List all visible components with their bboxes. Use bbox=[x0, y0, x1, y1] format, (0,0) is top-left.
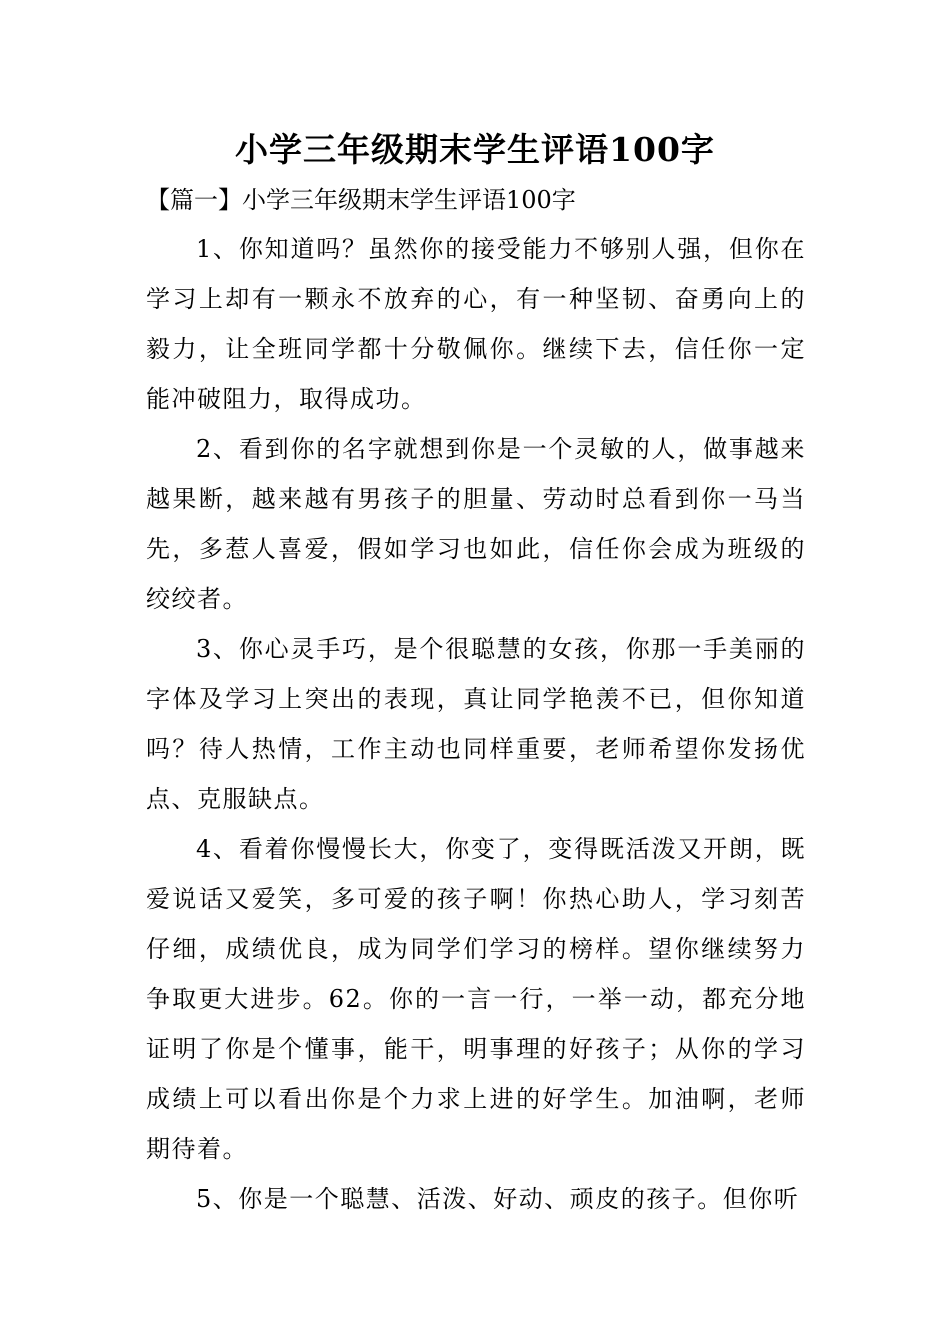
comment-paragraph-2: 2、看到你的名字就想到你是一个灵敏的人，做事越来越果断，越来越有男孩子的胆量、劳动时总看到你一马当先，多惹人喜爱，假如学习也如此，信任你会成为班级的绞绞者。 bbox=[146, 435, 806, 613]
document-title: 小学三年级期末学生评语100字 bbox=[235, 130, 715, 169]
document-body bbox=[146, 224, 806, 1224]
comment-paragraph-1: 1、你知道吗？虽然你的接受能力不够别人强，但你在学习上却有一颗永不放弃的心，有一种坚韧、奋勇向上的毅力，让全班同学都十分敬佩你。继续下去，信任你一定能冲破阻力，取得成功。 bbox=[146, 235, 806, 413]
comment-paragraph-4: 4、看着你慢慢长大，你变了，变得既活泼又开朗，既爱说话又爱笑，多可爱的孩子啊！你热心助人，学习刻苦仔细，成绩优良，成为同学们学习的榜样。望你继续努力争取更大进步。62。你的一言一行，一举一动，都充分地证明了你是个懂事，能干，明事理的好孩子；从你的学习成绩上可以看出你是个力求上进的好学生。加油啊，老师期待着。 bbox=[146, 835, 806, 1163]
comment-paragraph-3: 3、你心灵手巧，是个很聪慧的女孩，你那一手美丽的字体及学习上突出的表现，真让同学艳羡不已，但你知道吗？待人热情，工作主动也同样重要，老师希望你发扬优点、克服缺点。 bbox=[146, 635, 806, 813]
section-heading: 【篇一】小学三年级期末学生评语100字 bbox=[146, 186, 576, 214]
comment-paragraph-5: 5、你是一个聪慧、活泼、好动、顽皮的孩子。但你听 bbox=[196, 1185, 800, 1213]
